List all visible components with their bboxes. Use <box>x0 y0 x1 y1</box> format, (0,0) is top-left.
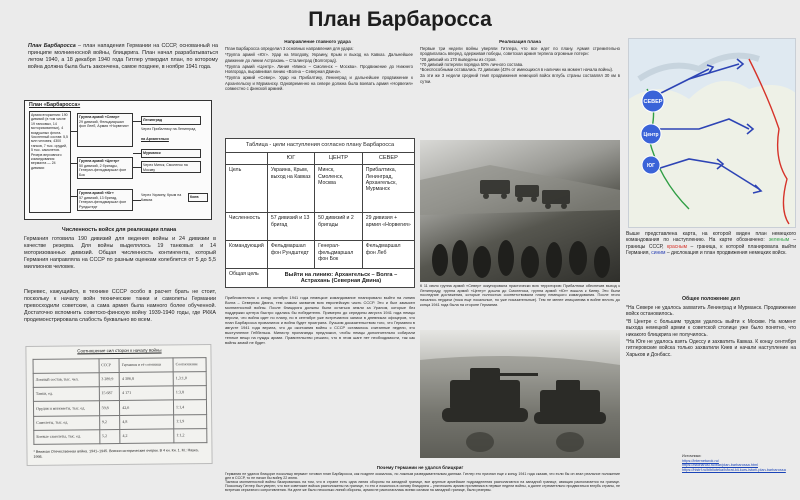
state-bullet: *В Центре с большим трудом удалось выйти к Москве. На момент выхода немецкой армии к советской столице уже было понятно, что никакого блицкрига не получилось. <box>626 318 796 338</box>
goals-header <box>226 153 268 165</box>
implementation-bullet: *Боеспособными оставались 72 дивизии (43% от имеющихся в наличии на момент начала войны). <box>420 67 614 73</box>
ratio-table-footnote: * Великая Отечественная война. 1941–1945. Военно-исторические очерки. В 4 кн. Кн. 1. М.: Наука, 1998. <box>33 448 199 459</box>
photo-tanks-art <box>420 330 620 458</box>
group-center-box <box>77 157 133 179</box>
goals-cell: Командующий <box>226 241 268 269</box>
photo-caption: К 11 июля группа армий «Север» оккупировала практически всю территорию Прибалтики обеспечив выход к Ленинграду, группа армий «Центр» дошла до Смоленска, группа армий «Юг» вышла к Киеву. Это были последние достижения, которые полностью соответствовали плану немецкого командования. После этого начались неудачи (пока еще локальные, но уже показательные). Тем не менее инициатива в войне вплоть до конца 1941 года была на стороне Германии. <box>420 284 620 307</box>
ratio-cell: Орудия и минометы, тыс. ед. <box>33 401 99 416</box>
goals-cell: Выйти на линию: Архангельск – Волга – Астрахань (Северная Двина) <box>267 269 414 288</box>
ratio-cell: 1:1,4 <box>173 400 206 415</box>
forces-paragraph-2: Перевес, кажущийся, в технике СССР особо в расчет брать не стоит, поскольку к началу войн технические танки и самолеты Германии превосходили советские, а сама армия была намного более обученной. Достаточно вспомнить советско-финскую войну 1939-1940 годы, где РККА продемонстрировала слабость буквально во всем. <box>24 289 216 324</box>
ratio-cell: Личный состав, тыс. чел. <box>33 373 99 388</box>
goals-cell: Цель <box>226 165 268 213</box>
ratio-cell: Боевые самолеты, тыс. ед. <box>34 429 100 444</box>
photo-german-column-art <box>420 140 620 282</box>
photo-tanks <box>420 330 620 458</box>
ratio-header-cell <box>33 359 99 374</box>
ratio-cell: 1,3:1,0 <box>173 372 206 387</box>
map-caption-d: – дислокация и план продвижения немецких войск. <box>665 250 787 257</box>
ratio-cell: Танки, ед. <box>33 387 99 402</box>
goals-cell: 50 дивизий и 2 бригады <box>315 213 363 241</box>
implementation-heading: Реализация плана <box>499 39 541 44</box>
ratio-cell: 59,8 <box>99 401 120 415</box>
ratio-cell: 1:3,8 <box>173 386 206 401</box>
why-heading: Почему Германии не удался блицкриг <box>376 465 464 470</box>
state-bullet: *На Юге не удалось взять Одессу и захватить Кавказ. К концу сентября гитлеровские войска только захватили Киев и начали наступление на Харьков и Донбасс. <box>626 339 796 358</box>
implementation-bullet: *28 дивизий из 170 выведены из строя. <box>420 56 497 62</box>
implementation-tail: За эти же 3 недели средний темп продвижения немецкой войск вглубь страны составлял 30 км в сутки. <box>420 73 620 84</box>
group-center-detail: 50 дивизий, 2 бригады, Генерал-фельдмаршал фон Бок <box>79 163 127 177</box>
main-blow-line: *Группа армий «Север». Удар на Прибалтику, Ленинград и дальнейшее продвижение к Архангельску и Мурманску. Одновременно на севере должна была воевать армия «Норвегия» совместно с финской армией. <box>225 75 413 92</box>
main-blow-text <box>225 46 413 92</box>
invasion-army-box: Армия вторжения: 190 дивизий (в том числе 19 танковых, 14 моторизованных), 4 воздушных флота. Численный состав: 5,5 млн человек, 4300 танков, 7 тыс. орудий, 5 тыс. самолетов. Резерв верховного командования вермахта — 24 дивизии <box>29 111 71 213</box>
goals-cell: Фельдмаршал фон Леб <box>362 241 414 269</box>
group-north-name: Группа армий «Север» <box>79 115 120 119</box>
ratio-cell: 15 687 <box>99 387 120 401</box>
barbarossa-scheme <box>24 100 212 220</box>
target-baltic: Через Прибалтику на Ленинград <box>141 127 196 131</box>
group-center-name: Группа армий «Центр» <box>79 159 120 163</box>
state-bullet: *На Севере не удалось захватить Ленинград и Мурманск. Продвижение войск остановилось. <box>626 305 796 318</box>
goals-table-caption: Таблица - цели наступления согласно плану Барбаросса <box>226 139 415 153</box>
group-south-detail: 57 дивизий, 13 бригад, Генерал-фельдмаршал фон Рундштедт <box>79 195 127 209</box>
target-leningrad: Ленинград <box>141 116 201 125</box>
sources-block <box>682 454 794 472</box>
main-blow-line: План Барбаросса определил 3 основных направления для удара: <box>225 46 354 51</box>
target-murmansk: Мурманск <box>141 149 201 158</box>
goals-cell: Украина, Крым, выход на Кавказ <box>267 165 314 213</box>
map-caption <box>626 231 796 257</box>
group-north-detail: 29 дивизий, Фельдмаршал фон Лееб, Армия «Норвегия» <box>79 119 129 128</box>
ratio-cell: Самолеты, тыс. ед. <box>34 415 100 430</box>
ratio-grid <box>33 357 208 445</box>
ratio-cell: 4,8 <box>120 415 174 430</box>
sources-label: Источники: <box>682 454 702 458</box>
forces-ratio-table <box>25 344 212 466</box>
ratio-cell: 42,6 <box>120 400 174 415</box>
main-blow-line: *Группа армий «Юг». Удар на Молдову, Украину, Крым и выход на Кавказ. Дальнейшее движение до линии Астрахань – Сталинград (Волгоград). <box>225 52 413 63</box>
forces-heading: Численность войск для реализации плана <box>61 227 177 233</box>
goals-header: ЮГ <box>267 153 314 165</box>
page-title: План Барбаросса <box>308 8 492 31</box>
goals-cell: Генерал-фельдмаршал фон Бок <box>315 241 363 269</box>
ratio-cell: 4 306,8 <box>119 372 173 387</box>
map-caption-red: красным <box>667 243 688 250</box>
source-link[interactable]: https://istoriarusi.ru/war/plan-barbarossa.html <box>682 463 758 468</box>
goals-cell: 29 дивизия + армия «Норвегия» <box>362 213 414 241</box>
goals-table <box>225 138 415 288</box>
group-south-box <box>77 189 133 211</box>
why-paragraph-1: Германия не удался блицкриг поскольку вермахт готовил план Барбаросса, как позднее оказалось, по ложным разведывательным данным. Гитлер это признал еще к концу 1941 года сказав, что если бы он знал реальное положение дел в СССР, то не начал бы войну 22 июня. <box>225 472 620 481</box>
photo-german-column <box>420 140 620 282</box>
goals-cell: Фельдмаршал фон Рундштедт <box>267 241 314 269</box>
scheme-title: План «Барбаросса» <box>29 102 81 108</box>
ratio-cell: 3 289,9 <box>99 373 120 387</box>
main-blow-line: *Группа армий «Центр». Линия «Минск – Смоленск – Москва». Продвижение до Нижнего Новгорода, выравнивая линию «Волна – Северная Двина». <box>225 63 413 75</box>
source-link[interactable]: https://histrf.ru/biblioteka/b/krat-kii-kurs-istorii-plan-barbarossa <box>682 467 786 472</box>
intro-text: – план нападения Германии на СССР, основанный на принципе молниеносной войны, блицкрига. План начал разрабатываться летом 1940, а 18 декабря 1940 года Гитлер утвердил план, по которому война должна была быть закончена, самое позднее, в ноябре 1941 года. <box>28 43 218 71</box>
ratio-row <box>34 428 207 444</box>
state-heading: Общее положение дел <box>682 296 740 302</box>
map-label-north: СЕВЕР <box>643 99 663 105</box>
map-caption-a: Выше представлена карта, на которой виден план немецкого командования по наступлению. На карте обозначено: <box>626 231 796 244</box>
ratio-header-cell: Соотношение <box>173 358 206 373</box>
implementation-bullet: *70 дивизий потеряли порядка 50% личного состава. <box>420 61 524 67</box>
forces-paragraph-1: Германия готовила 190 дивизий для ведения войны и 24 дивизии в качестве резерва. Для войны выделялось 19 танковых и 14 моторизованных дивизий. Общая численность контингента, который Германия направляла на СССР по разным оценкам колеблется от 5 до 5,5 миллионов человек. <box>24 236 216 271</box>
map-caption-b: – границы СССР, <box>626 237 796 250</box>
ratio-table-title: Соотношение сил сторон к началу войны <box>77 347 162 354</box>
ratio-cell: 4,2 <box>120 429 174 444</box>
state-text <box>626 305 796 359</box>
goals-cell: Общая цель <box>226 269 268 288</box>
implementation-text <box>420 46 620 84</box>
map-label-south: ЮГ <box>647 163 655 169</box>
ratio-cell: 9,2 <box>99 415 120 429</box>
target-kiev: Киев <box>188 193 208 202</box>
goals-cell: Прибалтика, Ленинград, Архангельск, Мурманск <box>362 165 414 213</box>
target-arkhangelsk: на Архангельск <box>141 137 169 141</box>
intro-paragraph <box>28 43 218 71</box>
ratio-header-cell: Германия и её союзники <box>119 358 173 373</box>
map-panel <box>628 38 796 228</box>
target-caucasus: Через Украину, Крым на Кавказ <box>141 193 182 202</box>
barbarossa-map <box>629 39 796 228</box>
map-caption-blue: синим <box>651 250 666 257</box>
ratio-table-grid <box>33 357 208 445</box>
map-label-center: Центр <box>643 132 659 138</box>
map-caption-c: – граница, к которой планировала выйти Германия, <box>626 243 796 257</box>
group-south-name: Группа армий «Юг» <box>79 191 114 195</box>
ratio-cell: 1:1,9 <box>174 414 207 429</box>
group-north-box <box>77 113 133 147</box>
goals-cell: Минск, Смоленск, Москва <box>315 165 363 213</box>
goals-header: СЕВЕР <box>362 153 414 165</box>
goals-cell: 57 дивизий и 13 бригад <box>267 213 314 241</box>
target-moscow: Через Минск, Смоленск на Москву <box>141 161 201 173</box>
goals-header: ЦЕНТР <box>315 153 363 165</box>
ratio-header-cell: СССР <box>99 358 120 372</box>
goals-cell: Численность <box>226 213 268 241</box>
intro-term: План Барбаросса <box>28 43 76 49</box>
august-text: Приблизительно к концу октября 1941 года немецкое командование планировало выйти на линию Волга – Северная Двина, тем самым захватив всю европейскую часть СССР. Это и был замысел молниеносной войны. После блицкрига должны были остаться земли за Уралом, которые без поддержки центра быстро сдались бы победителю. Примерно до середины августа 1941 года немцы верили, что война идет по плану, но в сентябре уже встречаются записи в дневниках офицеров, что план Барбаросса провалился и война будет проиграна. Лучшим доказательством того, что Германия в августе 1941 года верила, что до окончания войны с СССР оставалось считанные недели, это выступление Геббельса. Министр пропаганды предложил, чтобы немцы дополнительно собирали теплые вещи на нужды армии. Правительство решило, что в этом шаге нет необходимости, так как войны зимой не будет. <box>225 295 415 345</box>
ratio-cell: 1:1,2 <box>174 428 207 443</box>
ratio-cell: 5,2 <box>99 429 120 443</box>
implementation-intro: Первые три недели войны уверяли Гитлера, что все идет по плану. Армия стремительно продвигалась вперед, одерживая победы, советская армия терпела огромные потери: <box>420 46 620 57</box>
map-caption-green: зеленым <box>768 237 790 244</box>
source-link[interactable]: https://interneturok.ru/ <box>682 458 719 463</box>
main-blow-heading: Направление главного удара <box>284 39 351 44</box>
why-text <box>225 472 620 492</box>
ratio-cell: 4 171 <box>120 386 174 401</box>
why-paragraph-2: Тактика молниеносной войны базировалась на том, что в стране есть одна линия обороны на западной границе, все крупные армейские подразделения располагаются на западной границе, авиация располагается на границе. Поскольку Гитлер был уверен, что все советские войска расположены на границе, то это и ложилось в основу блицкрига – уничтожить армию противника в первые недели войны, а далее стремительно продвигаться вглубь страны, не встречая серьезного сопротивления. На деле же было несколько линий обороны, армия не располагалась всеми силами на западной границе, были резервы. <box>225 480 620 493</box>
